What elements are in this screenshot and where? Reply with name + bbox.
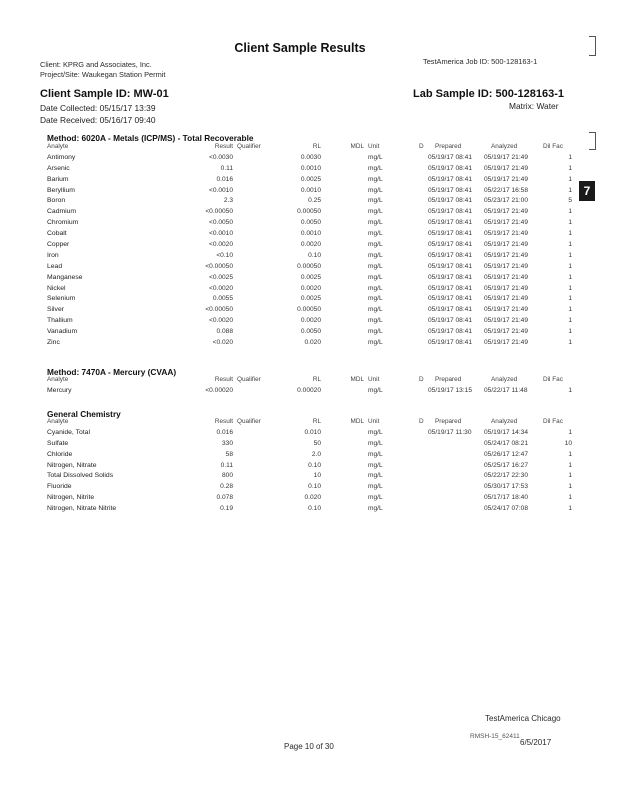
prepared-cell: 05/19/17 08:41 <box>428 328 472 336</box>
analyte-cell: Sulfate <box>47 439 69 447</box>
analyte-cell: Vanadium <box>47 328 78 336</box>
unit-cell: mg/L <box>368 295 383 303</box>
col-mdl: MDL <box>350 376 364 383</box>
analyte-cell: Manganese <box>47 273 83 281</box>
unit-cell: mg/L <box>368 328 383 336</box>
table-body <box>0 387 618 398</box>
result-cell: 58 <box>225 450 233 458</box>
footer-date: 6/5/2017 <box>520 738 552 747</box>
result-cell: <0.0025 <box>208 273 233 281</box>
analyte-cell: Nickel <box>47 284 66 292</box>
col-qualifier: Qualifier <box>237 418 261 425</box>
table-row <box>0 462 618 473</box>
rl-cell: 0.00050 <box>297 262 321 270</box>
table-row <box>0 317 618 328</box>
analyzed-cell: 05/24/17 07:08 <box>484 505 528 513</box>
unit-cell: mg/L <box>368 273 383 281</box>
unit-cell: mg/L <box>368 262 383 270</box>
col-dil-fac: Dil Fac <box>543 143 563 150</box>
client-name: Client: KPRG and Associates, Inc. <box>40 60 152 69</box>
analyzed-cell: 05/24/17 08:21 <box>484 439 528 447</box>
analyte-cell: Boron <box>47 197 66 205</box>
analyzed-cell: 05/19/17 21:49 <box>484 328 528 336</box>
table-body <box>0 154 618 350</box>
col-rl: RL <box>312 376 321 383</box>
col-qualifier: Qualifier <box>237 376 261 383</box>
table-row <box>0 252 618 263</box>
col-unit: Unit <box>368 376 380 383</box>
dil-fac-cell: 1 <box>568 208 572 216</box>
job-id: TestAmerica Job ID: 500-128163-1 <box>423 57 538 66</box>
col-prepared: Prepared <box>435 418 462 425</box>
table-header <box>0 376 618 387</box>
col-analyzed: Analyzed <box>491 418 518 425</box>
prepared-cell: 05/19/17 08:41 <box>428 186 472 194</box>
table-row <box>0 440 618 451</box>
dil-fac-cell: 10 <box>564 439 572 447</box>
rl-cell: 2.0 <box>311 450 321 458</box>
dil-fac-cell: 1 <box>568 175 572 183</box>
rl-cell: 0.10 <box>308 461 321 469</box>
rl-cell: 0.0030 <box>300 153 321 161</box>
dil-fac-cell: 1 <box>568 428 572 436</box>
unit-cell: mg/L <box>368 230 383 238</box>
prepared-cell: 05/19/17 08:41 <box>428 284 472 292</box>
table-row <box>0 285 618 296</box>
unit-cell: mg/L <box>368 284 383 292</box>
unit-cell: mg/L <box>368 241 383 249</box>
unit-cell: mg/L <box>368 175 383 183</box>
prepared-cell: 05/19/17 08:41 <box>428 317 472 325</box>
result-cell: <0.020 <box>212 339 233 347</box>
analyte-cell: Cobalt <box>47 230 67 238</box>
col-d: D <box>419 143 424 150</box>
table-row <box>0 208 618 219</box>
table-row <box>0 339 618 350</box>
table-row <box>0 306 618 317</box>
unit-cell: mg/L <box>368 461 383 469</box>
prepared-cell: 05/19/17 08:41 <box>428 164 472 172</box>
result-cell: 0.078 <box>216 494 233 502</box>
analyte-cell: Chloride <box>47 450 73 458</box>
result-cell: 0.016 <box>216 175 233 183</box>
dil-fac-cell: 1 <box>568 505 572 513</box>
rl-cell: 0.020 <box>304 339 321 347</box>
unit-cell: mg/L <box>368 306 383 314</box>
analyzed-cell: 05/25/17 16:27 <box>484 461 528 469</box>
dil-fac-cell: 1 <box>568 230 572 238</box>
dil-fac-cell: 1 <box>568 328 572 336</box>
unit-cell: mg/L <box>368 251 383 259</box>
table-row <box>0 505 618 516</box>
analyte-cell: Cadmium <box>47 208 77 216</box>
unit-cell: mg/L <box>368 386 383 394</box>
section-title: Method: 7470A - Mercury (CVAA) <box>47 367 177 377</box>
analyzed-cell: 05/19/17 21:49 <box>484 306 528 314</box>
col-prepared: Prepared <box>435 143 462 150</box>
prepared-cell: 05/19/17 08:41 <box>428 295 472 303</box>
unit-cell: mg/L <box>368 472 383 480</box>
result-cell: <0.0020 <box>208 284 233 292</box>
margin-bracket <box>589 132 596 150</box>
dil-fac-cell: 1 <box>568 284 572 292</box>
analyte-cell: Beryllium <box>47 186 75 194</box>
table-row <box>0 328 618 339</box>
prepared-cell: 05/19/17 08:41 <box>428 153 472 161</box>
unit-cell: mg/L <box>368 208 383 216</box>
analyzed-cell: 05/19/17 21:49 <box>484 317 528 325</box>
table-row <box>0 154 618 165</box>
dil-fac-cell: 1 <box>568 450 572 458</box>
analyte-cell: Antimony <box>47 153 76 161</box>
unit-cell: mg/L <box>368 450 383 458</box>
prepared-cell: 05/19/17 08:41 <box>428 262 472 270</box>
table-header <box>0 143 618 154</box>
result-cell: 0.016 <box>216 428 233 436</box>
table-row <box>0 451 618 462</box>
prepared-cell: 05/19/17 08:41 <box>428 339 472 347</box>
page-number: Page 10 of 30 <box>284 742 334 751</box>
dil-fac-cell: 1 <box>568 219 572 227</box>
dil-fac-cell: 1 <box>568 241 572 249</box>
prepared-cell: 05/19/17 08:41 <box>428 251 472 259</box>
table-row <box>0 429 618 440</box>
unit-cell: mg/L <box>368 494 383 502</box>
table-row <box>0 295 618 306</box>
col-result: Result <box>214 418 233 425</box>
col-result: Result <box>214 376 233 383</box>
result-cell: 0.19 <box>220 505 233 513</box>
result-cell: <0.10 <box>216 251 233 259</box>
result-cell: 0.0055 <box>212 295 233 303</box>
analyte-cell: Mercury <box>47 386 72 394</box>
analyte-cell: Arsenic <box>47 164 70 172</box>
col-d: D <box>419 376 424 383</box>
analyzed-cell: 05/22/17 16:58 <box>484 186 528 194</box>
rl-cell: 0.0050 <box>300 219 321 227</box>
analyzed-cell: 05/19/17 21:49 <box>484 251 528 259</box>
rl-cell: 0.0020 <box>300 284 321 292</box>
dil-fac-cell: 5 <box>568 197 572 205</box>
dil-fac-cell: 1 <box>568 295 572 303</box>
analyzed-cell: 05/19/17 21:49 <box>484 295 528 303</box>
result-cell: <0.00020 <box>205 386 233 394</box>
project-site: Project/Site: Waukegan Station Permit <box>40 70 166 79</box>
margin-bracket <box>589 36 596 56</box>
dil-fac-cell: 1 <box>568 186 572 194</box>
section-title: Method: 6020A - Metals (ICP/MS) - Total Recoverable <box>47 133 254 143</box>
table-row <box>0 472 618 483</box>
result-cell: <0.0050 <box>208 219 233 227</box>
dil-fac-cell: 1 <box>568 483 572 491</box>
rl-cell: 0.0025 <box>300 295 321 303</box>
analyzed-cell: 05/19/17 21:49 <box>484 164 528 172</box>
col-qualifier: Qualifier <box>237 143 261 150</box>
date-received: Date Received: 05/16/17 09:40 <box>40 115 156 125</box>
rl-cell: 0.00050 <box>297 208 321 216</box>
analyzed-cell: 05/22/17 22:30 <box>484 472 528 480</box>
table-row <box>0 494 618 505</box>
table-row <box>0 387 618 398</box>
rl-cell: 0.10 <box>308 505 321 513</box>
results-table <box>0 376 618 398</box>
analyte-cell: Zinc <box>47 339 60 347</box>
result-cell: 330 <box>221 439 233 447</box>
analyzed-cell: 05/19/17 14:34 <box>484 428 528 436</box>
rl-cell: 0.00020 <box>297 386 321 394</box>
analyzed-cell: 05/19/17 21:49 <box>484 153 528 161</box>
analyzed-cell: 05/23/17 21:00 <box>484 197 528 205</box>
result-cell: <0.0010 <box>208 186 233 194</box>
analyzed-cell: 05/30/17 17:53 <box>484 483 528 491</box>
rl-cell: 0.0020 <box>300 241 321 249</box>
dil-fac-cell: 1 <box>568 494 572 502</box>
unit-cell: mg/L <box>368 483 383 491</box>
col-analyzed: Analyzed <box>491 376 518 383</box>
prepared-cell: 05/19/17 08:41 <box>428 306 472 314</box>
date-collected: Date Collected: 05/15/17 13:39 <box>40 103 156 113</box>
table-row <box>0 230 618 241</box>
analyzed-cell: 05/19/17 21:49 <box>484 273 528 281</box>
analyzed-cell: 05/19/17 21:49 <box>484 241 528 249</box>
analyte-cell: Barium <box>47 175 69 183</box>
analyte-cell: Nitrogen, Nitrite <box>47 494 95 502</box>
lab-sample-id: Lab Sample ID: 500-128163-1 <box>413 88 565 100</box>
col-d: D <box>419 418 424 425</box>
rl-cell: 0.0025 <box>300 273 321 281</box>
analyzed-cell: 05/19/17 21:49 <box>484 262 528 270</box>
col-unit: Unit <box>368 418 380 425</box>
rl-cell: 0.0010 <box>300 186 321 194</box>
rl-cell: 0.0025 <box>300 175 321 183</box>
result-cell: 0.11 <box>220 461 233 469</box>
result-cell: 0.11 <box>220 164 233 172</box>
col-analyte: Analyte <box>47 376 69 383</box>
unit-cell: mg/L <box>368 197 383 205</box>
col-analyte: Analyte <box>47 418 69 425</box>
dil-fac-cell: 1 <box>568 262 572 270</box>
dil-fac-cell: 1 <box>568 317 572 325</box>
analyzed-cell: 05/22/17 11:48 <box>484 386 528 394</box>
table-row <box>0 219 618 230</box>
section-tab: 7 <box>579 181 595 201</box>
table-body <box>0 429 618 516</box>
rl-cell: 0.10 <box>308 251 321 259</box>
col-mdl: MDL <box>350 418 364 425</box>
unit-cell: mg/L <box>368 339 383 347</box>
prepared-cell: 05/19/17 08:41 <box>428 208 472 216</box>
client-sample-id: Client Sample ID: MW-01 <box>40 88 169 100</box>
unit-cell: mg/L <box>368 153 383 161</box>
analyte-cell: Copper <box>47 241 70 249</box>
unit-cell: mg/L <box>368 505 383 513</box>
rl-cell: 0.010 <box>304 428 321 436</box>
analyte-cell: Thallium <box>47 317 73 325</box>
prepared-cell: 05/19/17 08:41 <box>428 230 472 238</box>
analyzed-cell: 05/19/17 21:49 <box>484 219 528 227</box>
dil-fac-cell: 1 <box>568 339 572 347</box>
rl-cell: 0.0010 <box>300 230 321 238</box>
dil-fac-cell: 1 <box>568 251 572 259</box>
table-row <box>0 187 618 198</box>
prepared-cell: 05/19/17 11:30 <box>428 428 472 436</box>
result-cell: <0.00050 <box>205 208 233 216</box>
analyzed-cell: 05/19/17 21:49 <box>484 284 528 292</box>
result-cell: <0.00050 <box>205 262 233 270</box>
col-rl: RL <box>312 143 321 150</box>
analyzed-cell: 05/19/17 21:49 <box>484 339 528 347</box>
page-title: Client Sample Results <box>234 41 366 55</box>
section-title: General Chemistry <box>47 409 121 419</box>
rl-cell: 0.020 <box>304 494 321 502</box>
footer-doc-id: RMSH-15_62411 <box>470 733 520 740</box>
dil-fac-cell: 1 <box>568 273 572 281</box>
table-row <box>0 274 618 285</box>
prepared-cell: 05/19/17 08:41 <box>428 273 472 281</box>
rl-cell: 0.10 <box>308 483 321 491</box>
col-mdl: MDL <box>350 143 364 150</box>
results-table <box>0 143 618 350</box>
analyzed-cell: 05/19/17 21:49 <box>484 208 528 216</box>
dil-fac-cell: 1 <box>568 153 572 161</box>
analyte-cell: Fluoride <box>47 483 72 491</box>
analyte-cell: Silver <box>47 306 64 314</box>
unit-cell: mg/L <box>368 219 383 227</box>
result-cell: 0.088 <box>216 328 233 336</box>
dil-fac-cell: 1 <box>568 461 572 469</box>
analyte-cell: Lead <box>47 262 63 270</box>
dil-fac-cell: 1 <box>568 164 572 172</box>
col-dil-fac: Dil Fac <box>543 376 563 383</box>
analyte-cell: Chromium <box>47 219 79 227</box>
col-rl: RL <box>312 418 321 425</box>
unit-cell: mg/L <box>368 439 383 447</box>
analyzed-cell: 05/26/17 12:47 <box>484 450 528 458</box>
footer-lab: TestAmerica Chicago <box>485 714 561 723</box>
result-cell: <0.0030 <box>208 153 233 161</box>
table-header <box>0 418 618 429</box>
result-cell: <0.0010 <box>208 230 233 238</box>
dil-fac-cell: 1 <box>568 472 572 480</box>
col-analyzed: Analyzed <box>491 143 518 150</box>
result-cell: 800 <box>221 472 233 480</box>
table-row <box>0 263 618 274</box>
analyte-cell: Total Dissolved Solids <box>47 472 114 480</box>
col-prepared: Prepared <box>435 376 462 383</box>
table-row <box>0 176 618 187</box>
analyte-cell: Nitrogen, Nitrate <box>47 461 97 469</box>
prepared-cell: 05/19/17 08:41 <box>428 219 472 227</box>
analyte-cell: Iron <box>47 251 59 259</box>
rl-cell: 0.0010 <box>300 164 321 172</box>
analyte-cell: Selenium <box>47 295 76 303</box>
rl-cell: 50 <box>313 439 321 447</box>
col-unit: Unit <box>368 143 380 150</box>
result-cell: <0.0020 <box>208 241 233 249</box>
analyzed-cell: 05/19/17 21:49 <box>484 175 528 183</box>
result-cell: <0.0020 <box>208 317 233 325</box>
table-row <box>0 197 618 208</box>
table-row <box>0 165 618 176</box>
rl-cell: 10 <box>313 472 321 480</box>
results-table <box>0 418 618 516</box>
col-result: Result <box>214 143 233 150</box>
prepared-cell: 05/19/17 08:41 <box>428 241 472 249</box>
analyte-cell: Cyanide, Total <box>47 428 90 436</box>
table-row <box>0 483 618 494</box>
rl-cell: 0.0020 <box>300 317 321 325</box>
unit-cell: mg/L <box>368 317 383 325</box>
result-cell: 0.28 <box>220 483 233 491</box>
rl-cell: 0.0050 <box>300 328 321 336</box>
analyzed-cell: 05/17/17 18:40 <box>484 494 528 502</box>
unit-cell: mg/L <box>368 428 383 436</box>
result-cell: 2.3 <box>223 197 233 205</box>
dil-fac-cell: 1 <box>568 306 572 314</box>
col-analyte: Analyte <box>47 143 69 150</box>
prepared-cell: 05/19/17 08:41 <box>428 175 472 183</box>
unit-cell: mg/L <box>368 164 383 172</box>
unit-cell: mg/L <box>368 186 383 194</box>
table-row <box>0 241 618 252</box>
rl-cell: 0.00050 <box>297 306 321 314</box>
prepared-cell: 05/19/17 08:41 <box>428 197 472 205</box>
analyzed-cell: 05/19/17 21:49 <box>484 230 528 238</box>
matrix: Matrix: Water <box>509 101 559 111</box>
rl-cell: 0.25 <box>308 197 321 205</box>
col-dil-fac: Dil Fac <box>543 418 563 425</box>
prepared-cell: 05/19/17 13:15 <box>428 386 472 394</box>
dil-fac-cell: 1 <box>568 386 572 394</box>
result-cell: <0.00050 <box>205 306 233 314</box>
analyte-cell: Nitrogen, Nitrate Nitrite <box>47 505 117 513</box>
